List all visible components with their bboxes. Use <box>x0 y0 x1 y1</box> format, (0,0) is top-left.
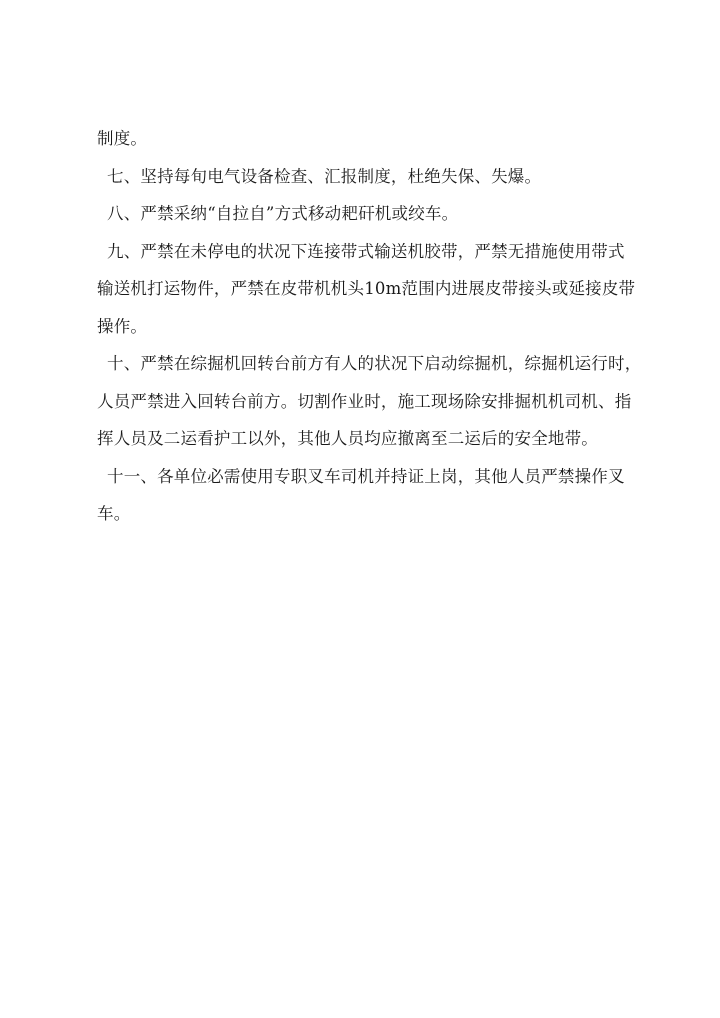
paragraph-line: 七、坚持每旬电气设备检查、汇报制度，杜绝失保、失爆。 <box>107 166 542 186</box>
document-body <box>97 129 642 542</box>
paragraph-line: 十一、各单位必需使用专职叉车司机并持证上岗，其他人员严禁操作叉 <box>107 466 625 486</box>
paragraph-line: 人员严禁进入回转台前方。切割作业时，施工现场除安排掘机机司机、指 <box>97 391 632 411</box>
paragraph-line: 挥人员及二运看护工以外，其他人员均应撤离至二运后的安全地带。 <box>97 429 598 448</box>
paragraph-line: 输送机打运物件，严禁在皮带机机头10m范围内进展皮带接头或延接皮带 <box>97 279 636 298</box>
paragraph-line: 九、严禁在未停电的状况下连接带式输送机胶带，严禁无措施使用带式 <box>107 241 625 261</box>
paragraph-line: 制度。 <box>97 129 148 148</box>
paragraph-line: 八、严禁采纳“自拉自”方式移动耙矸机或绞车。 <box>107 204 459 223</box>
paragraph-line: 十、严禁在综掘机回转台前方有人的状况下启动综掘机，综掘机运行时， <box>107 354 642 373</box>
paragraph-line: 车。 <box>97 504 131 523</box>
paragraph-line: 操作。 <box>97 316 148 336</box>
